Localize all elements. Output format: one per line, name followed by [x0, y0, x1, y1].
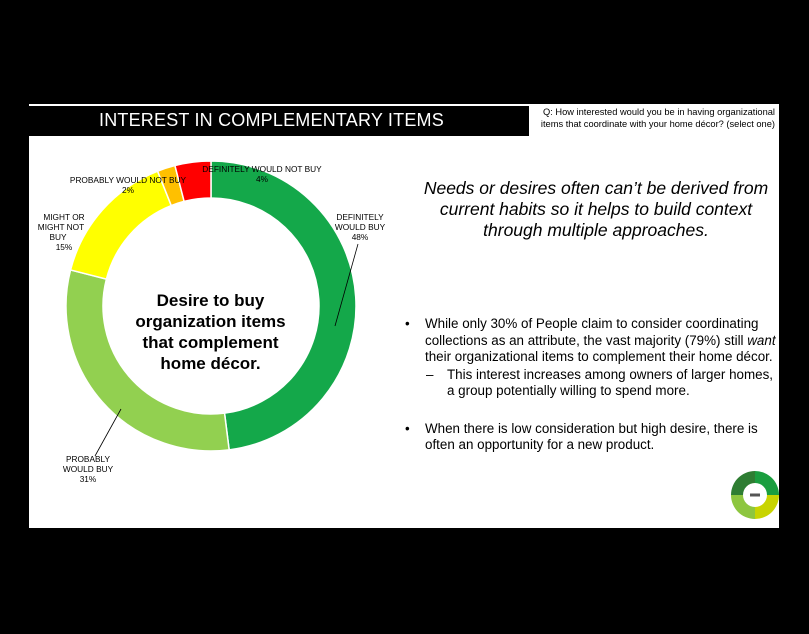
sub-bullet-dash: –	[426, 366, 434, 382]
bullet-item: • When there is low consideration but high desire, there is often an opportunity for a new product.	[405, 420, 758, 452]
bullet-dot: •	[405, 420, 410, 436]
page-title: INTEREST IN COMPLEMENTARY ITEMS	[99, 110, 444, 130]
label-definitely-would-not-buy: DEFINITELY WOULD NOT BUY 4%	[202, 164, 322, 184]
headline: Needs or desires often can’t be derived from current habits so it helps to build context through multiple approaches.	[423, 178, 769, 240]
slide	[29, 104, 779, 528]
label-probably-would-not-buy: PROBABLY WOULD NOT BUY 2%	[69, 175, 187, 195]
donut-center-label: Desire to buy organization items that complement home décor.	[135, 291, 286, 373]
survey-question: Q: How interested would you be in having organizational items that coordinate with your home décor? (select one)	[540, 107, 775, 129]
brand-logo-icon	[731, 469, 779, 521]
sub-bullet-item: – This interest increases among owners of larger homes, a group potentially willing to spend more.	[426, 366, 773, 398]
bullet-item: • While only 30% of People claim to consider coordinating collections as an attribute, the vast majority (79%) still want their organizational items to complement their home décor.	[405, 316, 776, 364]
leader-line-probably-would-buy	[95, 409, 121, 456]
label-probably-would-buy: PROBABLY WOULD BUY 31%	[62, 454, 114, 484]
label-might-or-might-not-buy: MIGHT OR MIGHT NOT BUY 15%	[37, 212, 85, 252]
bullet-dot: •	[405, 316, 410, 331]
bullet-list	[401, 316, 776, 454]
label-definitely-would-buy: DEFINITELY WOULD BUY 48%	[334, 212, 386, 242]
